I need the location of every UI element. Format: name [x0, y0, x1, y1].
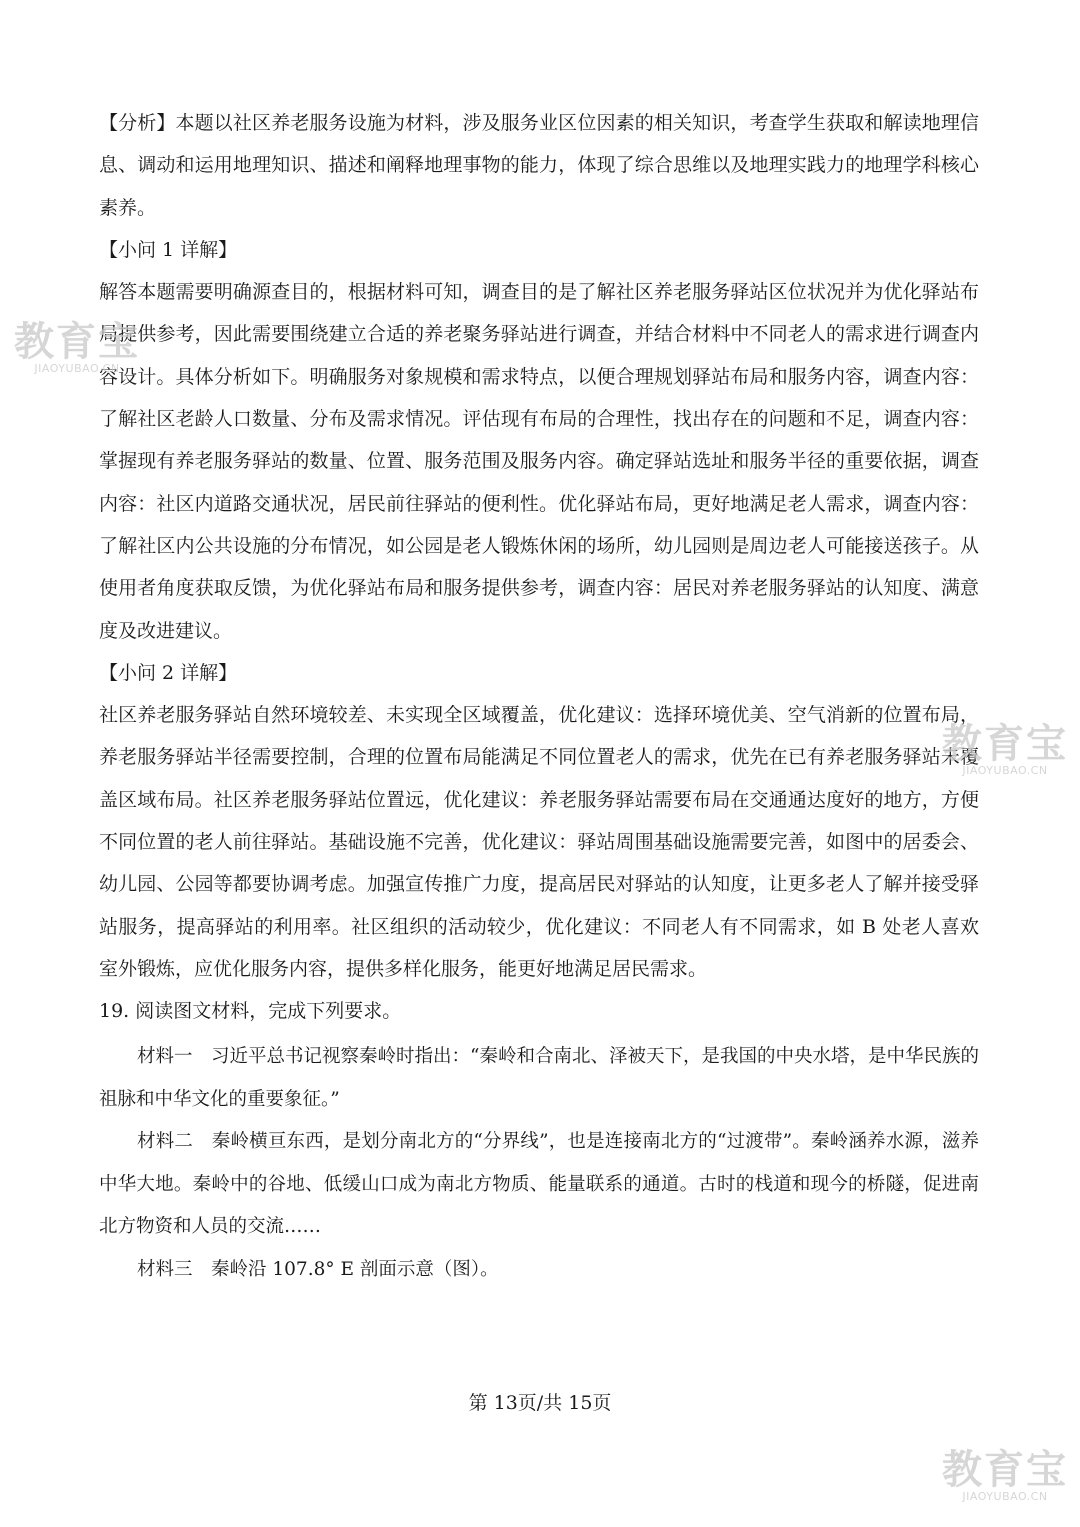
material-two: 材料二 秦岭横亘东西，是划分南北方的“分界线”，也是连接南北方的“过渡带”。秦岭涵养水源，滋养中华大地。秦岭中的谷地、低缓山口成为南北方物质、能量联系的通道。古时的栈道和现今的桥隧，促进南北方物资和人员的交流……: [99, 1131, 979, 1237]
analysis-text: 本题以社区养老服务设施为材料，涉及服务业区位因素的相关知识，考查学生获取和解读地理信息、调动和运用地理知识、描述和阐释地理事物的能力，体现了综合思维以及地理实践力的地理学科核心素养。: [99, 112, 979, 219]
material-one: 材料一 习近平总书记视察秦岭时指出：“秦岭和合南北、泽被天下，是我国的中央水塔，是中华民族的祖脉和中华文化的重要象征。”: [99, 1046, 979, 1110]
watermark-logo: [942, 1447, 1068, 1503]
watermark-text: 教育宝: [942, 1447, 1068, 1493]
question-19-prompt: 19. 阅读图文材料，完成下列要求。: [99, 1000, 402, 1023]
q2-text: 社区养老服务驿站自然环境较差、未实现全区域覆盖，优化建议：选择环境优美、空气消新的位置布局，养老服务驿站半径需要控制，合理的位置布局能满足不同位置老人的需求，优先在已有养老服务驿站未覆盖区域布局。社区养老服务驿站位置远，优化建议：养老服务驿站需要布局在交通通达度好的地方，方便不同位置的老人前往驿站。基础设施不完善，优化建议：驿站周围基础设施需要完善，如图中的居委会、幼儿园、公园等都要协调考虑。加强宣传推广力度，提高居民对驿站的认知度，让更多老人了解并接受驿站服务，提高驿站的利用率。社区组织的活动较少，优化建议：不同老人有不同需求，如 B 处老人喜欢室外锻炼，应优化服务内容，提供多样化服务，能更好地满足居民需求。: [99, 704, 979, 980]
analysis-paragraph: [99, 102, 979, 229]
q2-heading: 【小问 2 详解】: [99, 661, 238, 684]
question-19-materials: [99, 1036, 979, 1291]
page-number: 第 13页/共 15页: [468, 1392, 612, 1414]
watermark-text: 教育宝: [942, 721, 1068, 767]
q1-text: 解答本题需要明确源查目的，根据材料可知，调查目的是了解社区养老服务驿站区位状况并为优化驿站布局提供参考，因此需要围绕建立合适的养老聚务驿站进行调查，并结合材料中不同老人的需求进行调查内容设计。具体分析如下。明确服务对象规模和需求特点，以便合理规划驿站布局和服务内容，调查内容：了解社区老龄人口数量、分布及需求情况。评估现有布局的合理性，找出存在的问题和不足，调查内容：掌握现有养老服务驿站的数量、位置、服务范围及服务内容。确定驿站选址和服务半径的重要依据，调查内容：社区内道路交通状况，居民前往驿站的便利性。优化驿站布局，更好地满足老人需求，调查内容：了解社区内公共设施的分布情况，如公园是老人锻炼休闲的场所，幼儿园则是周边老人可能接送孩子。从使用者角度获取反馈，为优化驿站布局和服务提供参考，调查内容：居民对养老服务驿站的认知度、满意度及改进建议。: [99, 281, 979, 642]
watermark-url: JIAOYUBAO.CN: [962, 1490, 1048, 1503]
analysis-heading: 【分析】: [99, 112, 176, 134]
q1-heading: 【小问 1 详解】: [99, 238, 238, 261]
material-three: 材料三 秦岭沿 107.8° E 剖面示意（图）。: [137, 1258, 499, 1280]
answer-section: [99, 102, 979, 1033]
watermark-text: 教育宝: [14, 319, 140, 365]
watermark-url: JIAOYUBAO.CN: [34, 362, 120, 375]
watermark-url: JIAOYUBAO.CN: [962, 764, 1048, 777]
